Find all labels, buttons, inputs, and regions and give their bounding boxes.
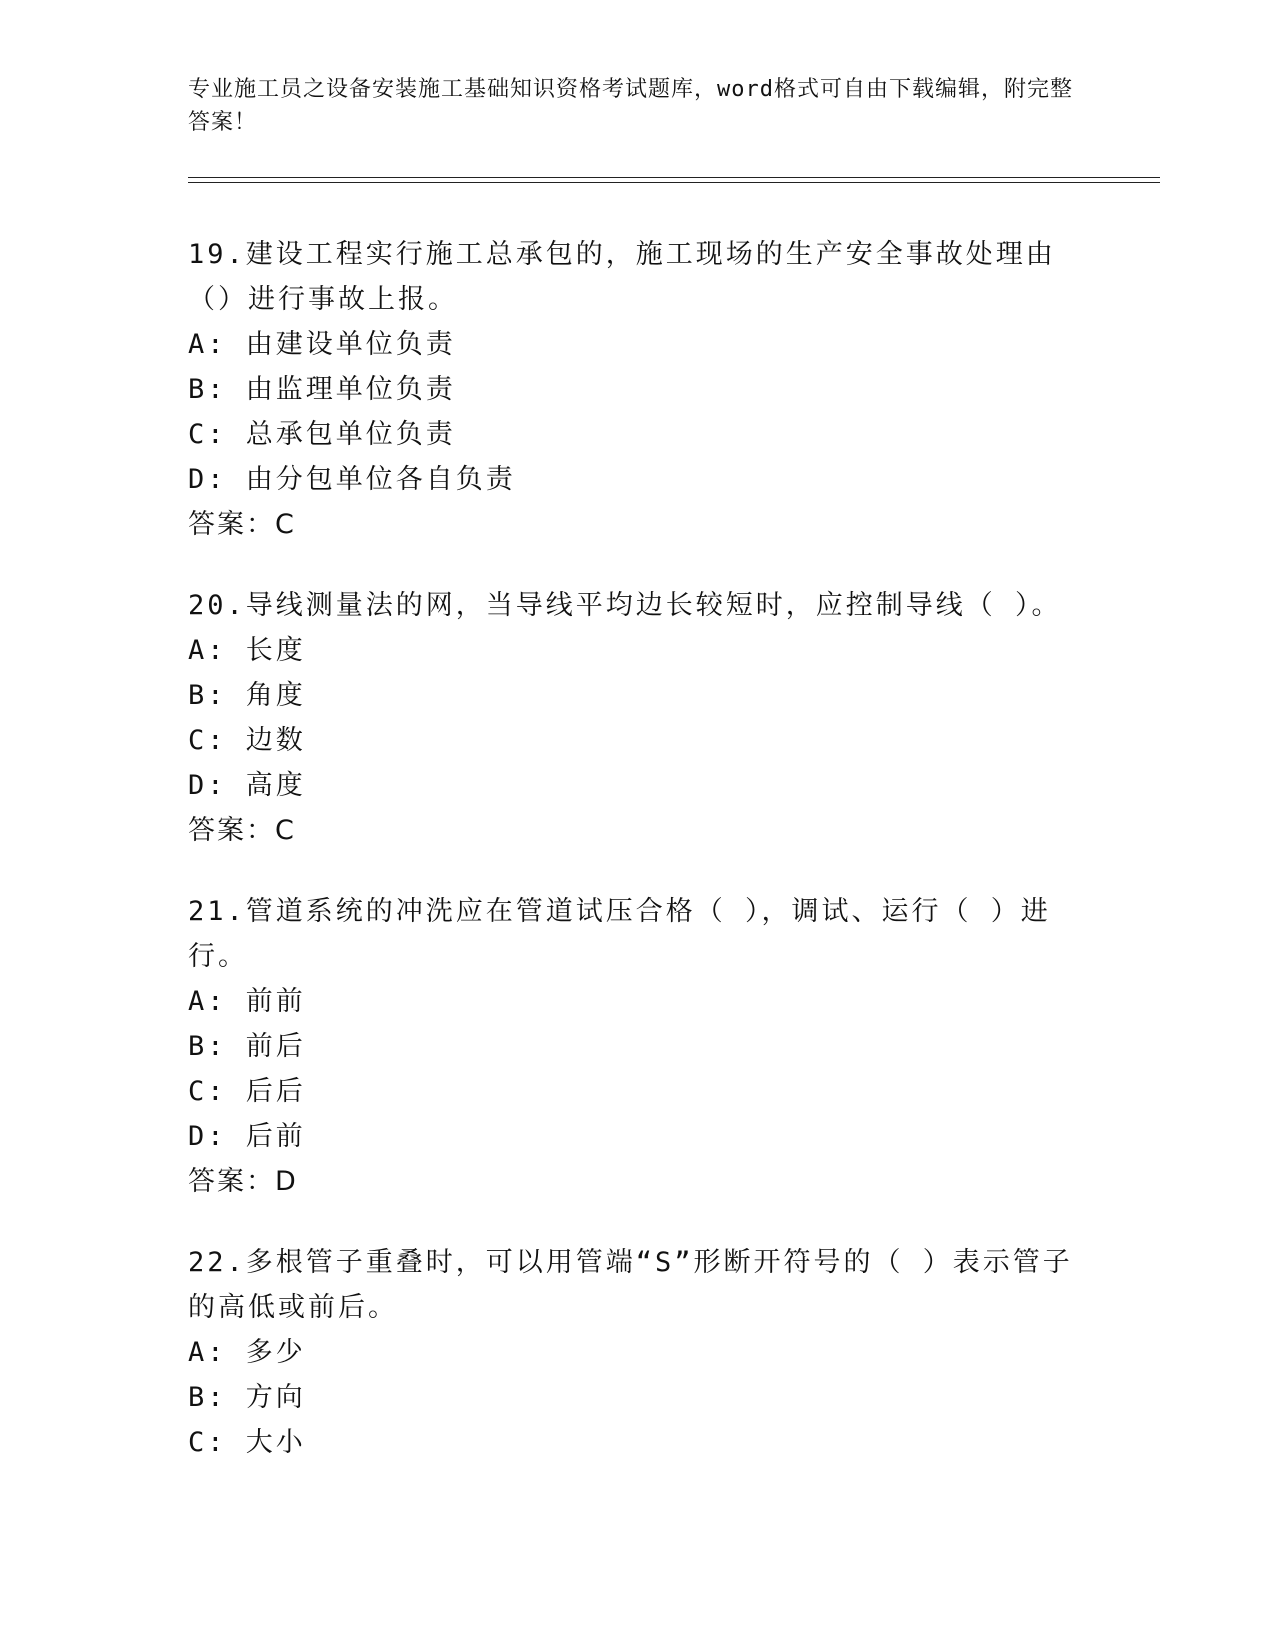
- question-list: [188, 232, 1088, 1500]
- question-21: [188, 889, 1088, 1205]
- option-b: B: 角度: [188, 680, 306, 711]
- option-c: C: 总承包单位负责: [188, 419, 456, 450]
- question-stem: 22.多根管子重叠时，可以用管端“S”形断开符号的（ ）表示管子的高低或前后。: [188, 1247, 1073, 1323]
- header-divider-top: [188, 177, 1160, 178]
- question-stem: 20.导线测量法的网，当导线平均边长较短时，应控制导线（ ）。: [188, 590, 1062, 621]
- option-d: D: 由分包单位各自负责: [188, 464, 516, 495]
- document-header: [188, 73, 1088, 139]
- option-a: A: 多少: [188, 1337, 306, 1368]
- option-c: C: 大小: [188, 1427, 306, 1458]
- question-20: [188, 583, 1088, 854]
- answer: 答案：D: [188, 1166, 298, 1197]
- option-a: A: 长度: [188, 635, 306, 666]
- option-c: C: 后后: [188, 1076, 306, 1107]
- question-stem: 21.管道系统的冲洗应在管道试压合格（ ），调试、运行（ ）进行。: [188, 896, 1051, 972]
- option-a: A: 前前: [188, 986, 306, 1017]
- option-c: C: 边数: [188, 725, 306, 756]
- header-divider-bottom: [188, 182, 1160, 183]
- question-19: [188, 232, 1088, 548]
- answer: 答案：C: [188, 509, 296, 540]
- option-b: B: 方向: [188, 1382, 306, 1413]
- option-a: A: 由建设单位负责: [188, 329, 456, 360]
- option-b: B: 由监理单位负责: [188, 374, 456, 405]
- option-d: D: 后前: [188, 1121, 306, 1152]
- option-d: D: 高度: [188, 770, 306, 801]
- question-22: [188, 1240, 1088, 1465]
- question-stem: 19.建设工程实行施工总承包的，施工现场的生产安全事故处理由（）进行事故上报。: [188, 239, 1056, 315]
- answer: 答案：C: [188, 815, 296, 846]
- header-text: 专业施工员之设备安装施工基础知识资格考试题库，word格式可自由下载编辑，附完整答案！: [188, 77, 1073, 135]
- option-b: B: 前后: [188, 1031, 306, 1062]
